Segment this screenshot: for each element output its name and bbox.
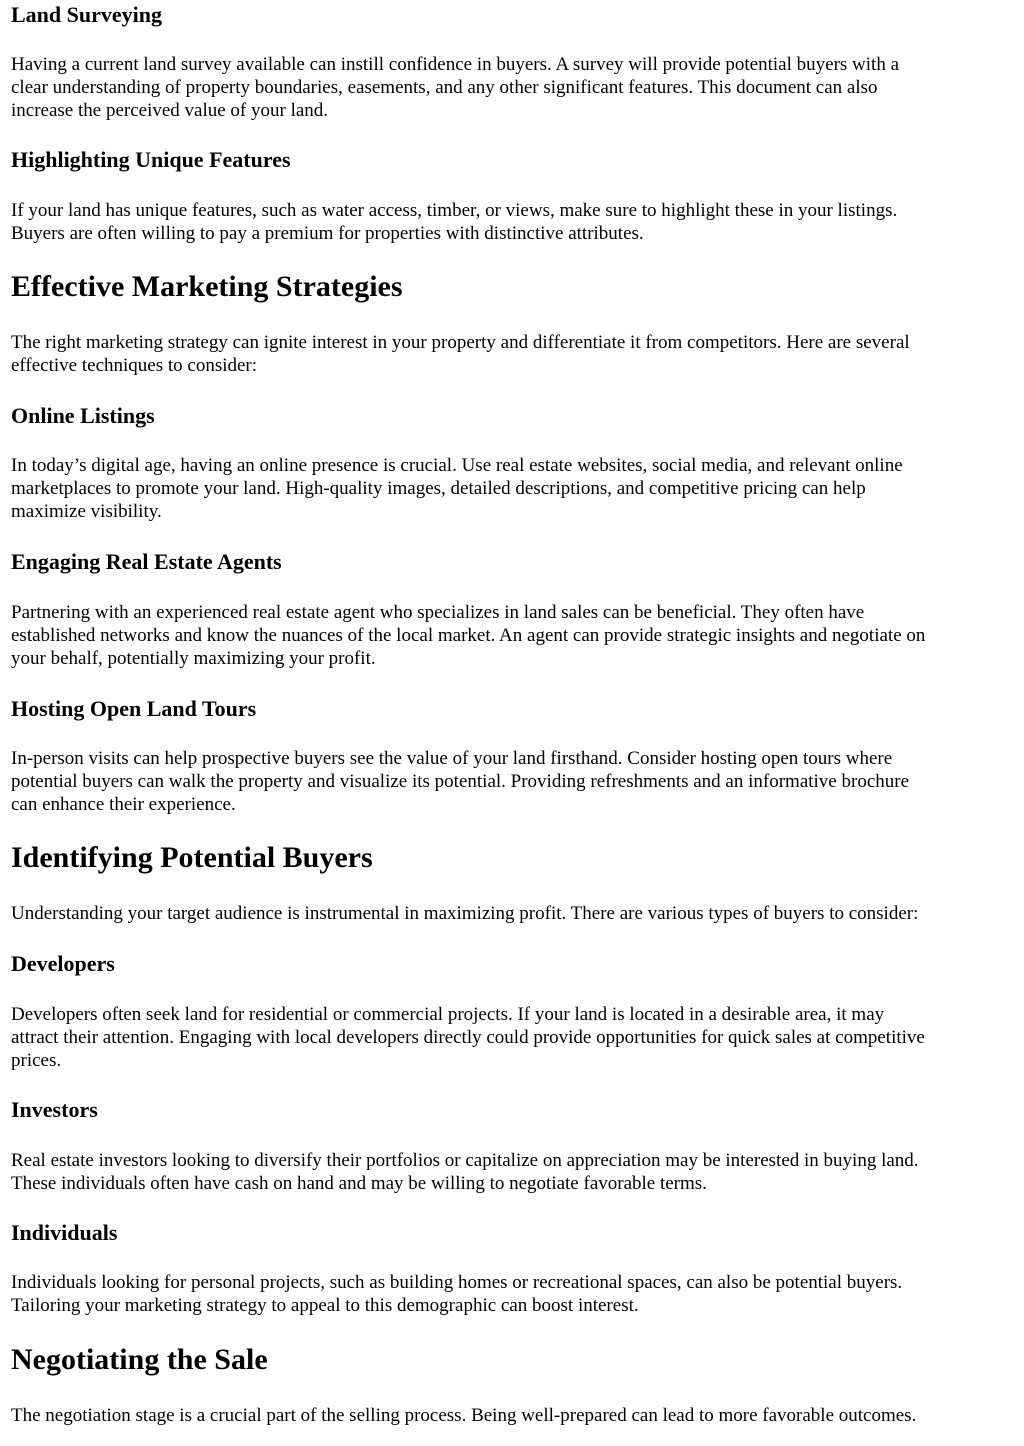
paragraph-potential-buyers xyxy=(11,902,918,925)
paragraph-line: Tailoring your marketing strategy to appeal to this demographic can boost interest. xyxy=(11,1295,639,1316)
heading-unique-features: Highlighting Unique Features xyxy=(11,147,291,172)
paragraph-line: These individuals often have cash on hand and may be willing to negotiate favorable terms. xyxy=(11,1173,707,1194)
paragraph-line: increase the perceived value of your land. xyxy=(11,100,329,121)
paragraph-unique-features xyxy=(11,199,897,245)
paragraph-line: In today’s digital age, having an online presence is crucial. Use real estate websites, social media, and relevant online xyxy=(11,455,903,476)
paragraph-online-listings xyxy=(11,454,903,523)
heading-real-estate-agents: Engaging Real Estate Agents xyxy=(11,549,282,574)
heading-developers: Developers xyxy=(11,951,115,976)
heading-open-land-tours: Hosting Open Land Tours xyxy=(11,696,257,721)
heading-potential-buyers: Identifying Potential Buyers xyxy=(11,841,373,874)
heading-individuals: Individuals xyxy=(11,1220,118,1245)
paragraph-land-surveying xyxy=(11,53,899,122)
paragraph-marketing-strategies xyxy=(11,331,910,377)
paragraph-developers xyxy=(11,1003,925,1072)
heading-investors: Investors xyxy=(11,1097,98,1122)
paragraph-line: Individuals looking for personal projects, such as building homes or recreational spaces, can also be potential buyers. xyxy=(11,1272,903,1293)
heading-negotiating-sale: Negotiating the Sale xyxy=(11,1343,268,1376)
paragraph-line: Understanding your target audience is instrumental in maximizing profit. There are various types of buyers to consider: xyxy=(11,903,919,924)
paragraph-line: The right marketing strategy can ignite interest in your property and differentiate it from competitors. Here are several xyxy=(11,332,910,353)
paragraph-real-estate-agents xyxy=(11,601,925,670)
paragraph-line: can enhance their experience. xyxy=(11,794,236,815)
paragraph-line: In-person visits can help prospective buyers see the value of your land firsthand. Consider hosting open tours where xyxy=(11,748,893,769)
paragraph-investors xyxy=(11,1149,919,1195)
paragraph-line: maximize visibility. xyxy=(11,501,162,522)
heading-land-surveying: Land Surveying xyxy=(11,2,162,27)
paragraph-line: Developers often seek land for residential or commercial projects. If your land is located in a desirable area, it may xyxy=(11,1004,885,1025)
paragraph-line: Buyers are often willing to pay a premium for properties with distinctive attributes. xyxy=(11,223,644,244)
paragraph-line: Partnering with an experienced real estate agent who specializes in land sales can be beneficial. They often have xyxy=(11,602,865,623)
paragraph-line: potential buyers can walk the property and visualize its potential. Providing refreshments and an informative brochure xyxy=(11,771,910,792)
paragraph-line: your behalf, potentially maximizing your profit. xyxy=(11,648,376,669)
paragraph-line: Having a current land survey available can instill confidence in buyers. A survey will provide potential buyers with a xyxy=(11,54,899,75)
paragraph-line: Real estate investors looking to diversify their portfolios or capitalize on appreciation may be interested in buying land. xyxy=(11,1150,919,1171)
paragraph-open-land-tours xyxy=(11,747,909,816)
paragraph-line: attract their attention. Engaging with local developers directly could provide opportunities for quick sales at competitive xyxy=(11,1027,925,1048)
paragraph-line: marketplaces to promote your land. High-quality images, detailed descriptions, and competitive pricing can help xyxy=(11,478,866,499)
heading-online-listings: Online Listings xyxy=(11,403,155,428)
paragraph-individuals xyxy=(11,1271,902,1317)
paragraph-negotiating-sale xyxy=(11,1404,916,1427)
heading-marketing-strategies: Effective Marketing Strategies xyxy=(11,270,403,303)
paragraph-line: clear understanding of property boundaries, easements, and any other significant features. This document can also xyxy=(11,77,878,98)
paragraph-line: prices. xyxy=(11,1050,62,1071)
paragraph-line: If your land has unique features, such as water access, timber, or views, make sure to highlight these in your listings. xyxy=(11,200,898,221)
paragraph-line: established networks and know the nuances of the local market. An agent can provide strategic insights and negotiate on xyxy=(11,625,926,646)
paragraph-line: effective techniques to consider: xyxy=(11,355,258,376)
paragraph-line: The negotiation stage is a crucial part of the selling process. Being well-prepared can lead to more favorable outcomes. xyxy=(11,1405,917,1426)
